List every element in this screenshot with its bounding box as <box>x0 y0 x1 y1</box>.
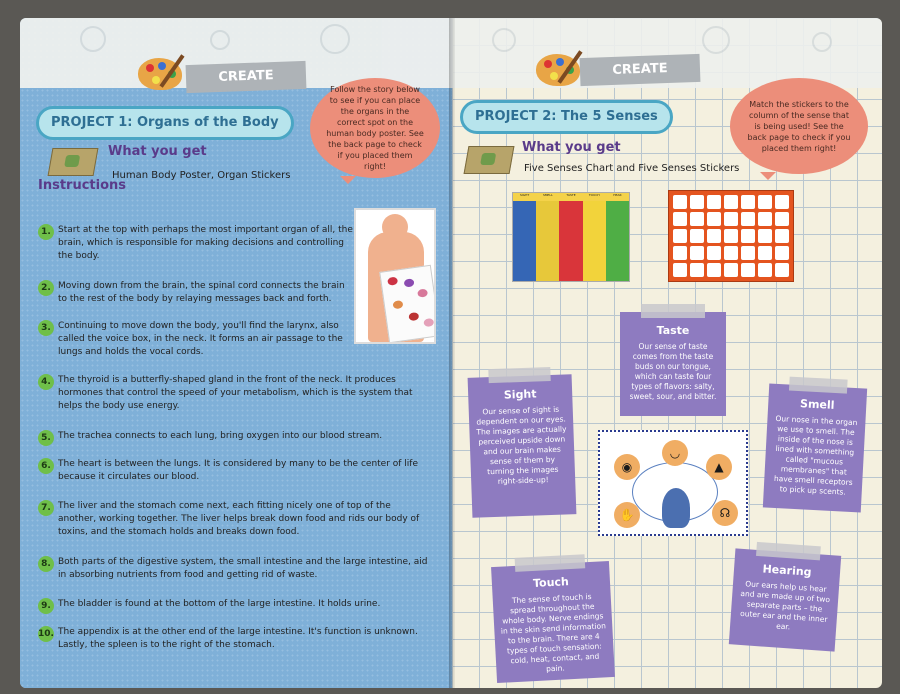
card-title: Sight <box>503 387 537 402</box>
five-senses-stickers-image <box>668 190 794 282</box>
project-title: PROJECT 2: The 5 Senses <box>460 100 673 134</box>
card-text: Our sense of taste comes from the taste buds on our tongue, which can taste four types of flavors: salty, sweet, sour, and bitter. <box>629 342 717 401</box>
sticker <box>707 263 721 277</box>
sticker <box>707 246 721 260</box>
chart-columns <box>513 201 629 281</box>
smell-card <box>763 384 867 513</box>
card-title: Touch <box>532 575 570 590</box>
organ-sticker <box>404 278 415 287</box>
sticker <box>690 246 704 260</box>
step-item <box>38 500 428 539</box>
sticker <box>741 263 755 277</box>
sight-card <box>468 374 577 518</box>
tape-strip <box>641 304 705 318</box>
sticker <box>724 263 738 277</box>
sticker <box>673 229 687 243</box>
step-text: Both parts of the digestive system, the small intestine and the large intestine, aid in absorbing nutrients from food and getting rid of waste. <box>58 557 428 580</box>
sticker <box>741 229 755 243</box>
sticker <box>690 212 704 226</box>
organ-sticker-sheet <box>379 265 436 344</box>
mouth-icon: ◡ <box>662 440 688 466</box>
sticker <box>707 212 721 226</box>
doodle-circle <box>492 28 516 52</box>
chart-column <box>513 201 536 281</box>
chart-column <box>583 201 606 281</box>
sticker <box>707 195 721 209</box>
chart-header <box>513 193 629 201</box>
step-text: The thyroid is a butterfly-shaped gland in the front of the neck. It produces hormones that control the speed of your metabolism, which is the system that helps the body use energy. <box>58 375 413 411</box>
step-text: The trachea connects to each lung, bring oxygen into our blood stream. <box>58 431 383 441</box>
sticker <box>724 212 738 226</box>
tape-strip <box>756 542 820 560</box>
doodle-circle <box>702 26 730 54</box>
sticker <box>724 246 738 260</box>
nose-icon: ▲ <box>706 454 732 480</box>
step-number: 1. <box>38 224 54 240</box>
organ-sticker <box>423 318 434 327</box>
chart-column <box>606 201 629 281</box>
chart-column-label: SMELL <box>542 193 553 197</box>
card-title: Taste <box>656 324 690 337</box>
five-senses-chart-image <box>512 192 630 282</box>
step-number: 2. <box>38 280 54 296</box>
sticker <box>724 229 738 243</box>
sticker <box>775 229 789 243</box>
sticker <box>724 195 738 209</box>
tape-strip <box>488 367 551 383</box>
doodle-circle <box>320 24 350 54</box>
hearing-card <box>729 548 841 651</box>
step-item <box>38 280 356 306</box>
sticker <box>673 195 687 209</box>
what-you-get-heading: What you get <box>522 140 621 155</box>
left-page <box>20 18 452 688</box>
chart-column <box>536 201 559 281</box>
paint-dot <box>152 76 160 84</box>
paint-dot <box>158 62 166 70</box>
sticker <box>775 246 789 260</box>
step-text: The heart is between the lungs. It is considered by many to be the center of life because it circulates our blood. <box>58 459 419 482</box>
sticker <box>690 229 704 243</box>
doodle-circle <box>812 32 832 52</box>
taste-card <box>620 312 726 416</box>
chart-column-label: HEAR <box>613 193 622 197</box>
touch-card <box>491 561 615 683</box>
paint-dot <box>550 72 558 80</box>
sticker <box>758 195 772 209</box>
step-text: Start at the top with perhaps the most important organ of all, the brain, which is responsible for making decisions and controlling the body. <box>58 225 353 261</box>
kit-box-icon <box>48 148 99 176</box>
what-you-get-items: Five Senses Chart and Five Senses Stickers <box>524 163 740 174</box>
kit-box-icon <box>464 146 515 174</box>
step-text: The appendix is at the other end of the large intestine. It's function is unknown. Lastly, the spleen is to the right of the stomach. <box>58 627 418 650</box>
head-silhouette <box>662 488 690 528</box>
sticker <box>741 246 755 260</box>
body-poster-image <box>354 208 436 344</box>
eye-icon: ◉ <box>614 454 640 480</box>
step-number: 3. <box>38 320 54 336</box>
step-item <box>38 598 428 611</box>
step-number: 5. <box>38 430 54 446</box>
step-number: 6. <box>38 458 54 474</box>
chart-column <box>559 201 582 281</box>
step-number: 8. <box>38 556 54 572</box>
paint-dot <box>544 60 552 68</box>
step-item <box>38 458 428 484</box>
sticker <box>673 263 687 277</box>
speech-bubble: Follow the story below to see if you can place the organs in the correct spot on the human body poster. See the back page to check if you placed them right! <box>310 78 440 178</box>
organ-sticker <box>417 288 428 297</box>
what-you-get-items: Human Body Poster, Organ Stickers <box>112 170 291 181</box>
sticker <box>775 195 789 209</box>
speech-bubble: Match the stickers to the column of the sense that is being used! See the back page to check if you placed them right! <box>730 78 868 174</box>
doodle-circle <box>210 30 230 50</box>
section-label: CREATE <box>186 61 307 93</box>
sticker <box>741 212 755 226</box>
step-text: Continuing to move down the body, you'll find the larynx, also called the voice box, in the neck. It forms an air passage to the lungs and holds the vocal cords. <box>58 321 343 357</box>
organ-sticker <box>392 300 403 309</box>
step-text: The bladder is found at the bottom of the large intestine. It holds urine. <box>58 599 381 609</box>
card-text: Our nose in the organ we use to smell. The inside of the nose is lined with something called "mucous membranes" that have smell receptors to pick up scents. <box>773 413 858 497</box>
sticker <box>775 263 789 277</box>
hand-icon: ✋ <box>614 502 640 528</box>
organ-sticker <box>387 277 398 286</box>
five-senses-illustration <box>598 430 748 536</box>
what-you-get-heading: What you get <box>108 144 207 159</box>
sticker <box>775 212 789 226</box>
step-text: The liver and the stomach come next, each fitting nicely one of top of the another, working together. The liver helps break down food and rids our body of toxins, and the stomach holds and breaks down food. <box>58 501 420 537</box>
sticker <box>758 246 772 260</box>
step-item <box>38 430 428 443</box>
step-text: Moving down from the brain, the spinal cord connects the brain to the rest of the body by relaying messages back and forth. <box>58 281 345 304</box>
right-page <box>452 18 882 688</box>
card-text: Our ears help us hear and are made up of two separate parts – the outer ear and the inner ear. <box>739 579 831 632</box>
card-text: Our sense of sight is dependent on our eyes. The images are actually perceived upside down and our brain makes sense of them by turning the images right-side-up! <box>476 404 567 486</box>
step-number: 9. <box>38 598 54 614</box>
step-item <box>38 320 356 359</box>
organ-sticker <box>408 312 419 321</box>
doodle-circle <box>80 26 106 52</box>
step-item <box>38 374 428 413</box>
tape-strip <box>789 377 848 394</box>
sticker <box>741 195 755 209</box>
chart-column-label: TOUCH <box>588 193 600 197</box>
project-title: PROJECT 1: Organs of the Body <box>36 106 294 140</box>
card-text: The sense of touch is spread throughout the whole body. Nerve endings in the skin send information to the brain. There are 4 types of touch sensation: cold, heat, contact, and pain. <box>500 591 607 674</box>
card-title: Smell <box>799 397 835 412</box>
sticker <box>690 195 704 209</box>
sticker <box>707 229 721 243</box>
sticker <box>690 263 704 277</box>
book-spine <box>449 18 455 688</box>
step-item <box>38 556 428 582</box>
chart-column-label: TASTE <box>566 193 576 197</box>
step-item <box>38 224 356 263</box>
ear-icon: ☊ <box>712 500 738 526</box>
sticker <box>758 229 772 243</box>
step-number: 4. <box>38 374 54 390</box>
step-number: 10. <box>38 626 54 642</box>
instructions-heading: Instructions <box>38 178 127 193</box>
section-label: CREATE <box>580 54 701 86</box>
sticker <box>758 212 772 226</box>
tape-strip <box>514 554 585 572</box>
paint-dot <box>146 64 154 72</box>
chart-column-label: SIGHT <box>520 193 530 197</box>
sticker <box>673 246 687 260</box>
card-title: Hearing <box>762 562 812 579</box>
sticker <box>673 212 687 226</box>
step-number: 7. <box>38 500 54 516</box>
step-item <box>38 626 428 652</box>
paint-dot <box>556 58 564 66</box>
sticker <box>758 263 772 277</box>
